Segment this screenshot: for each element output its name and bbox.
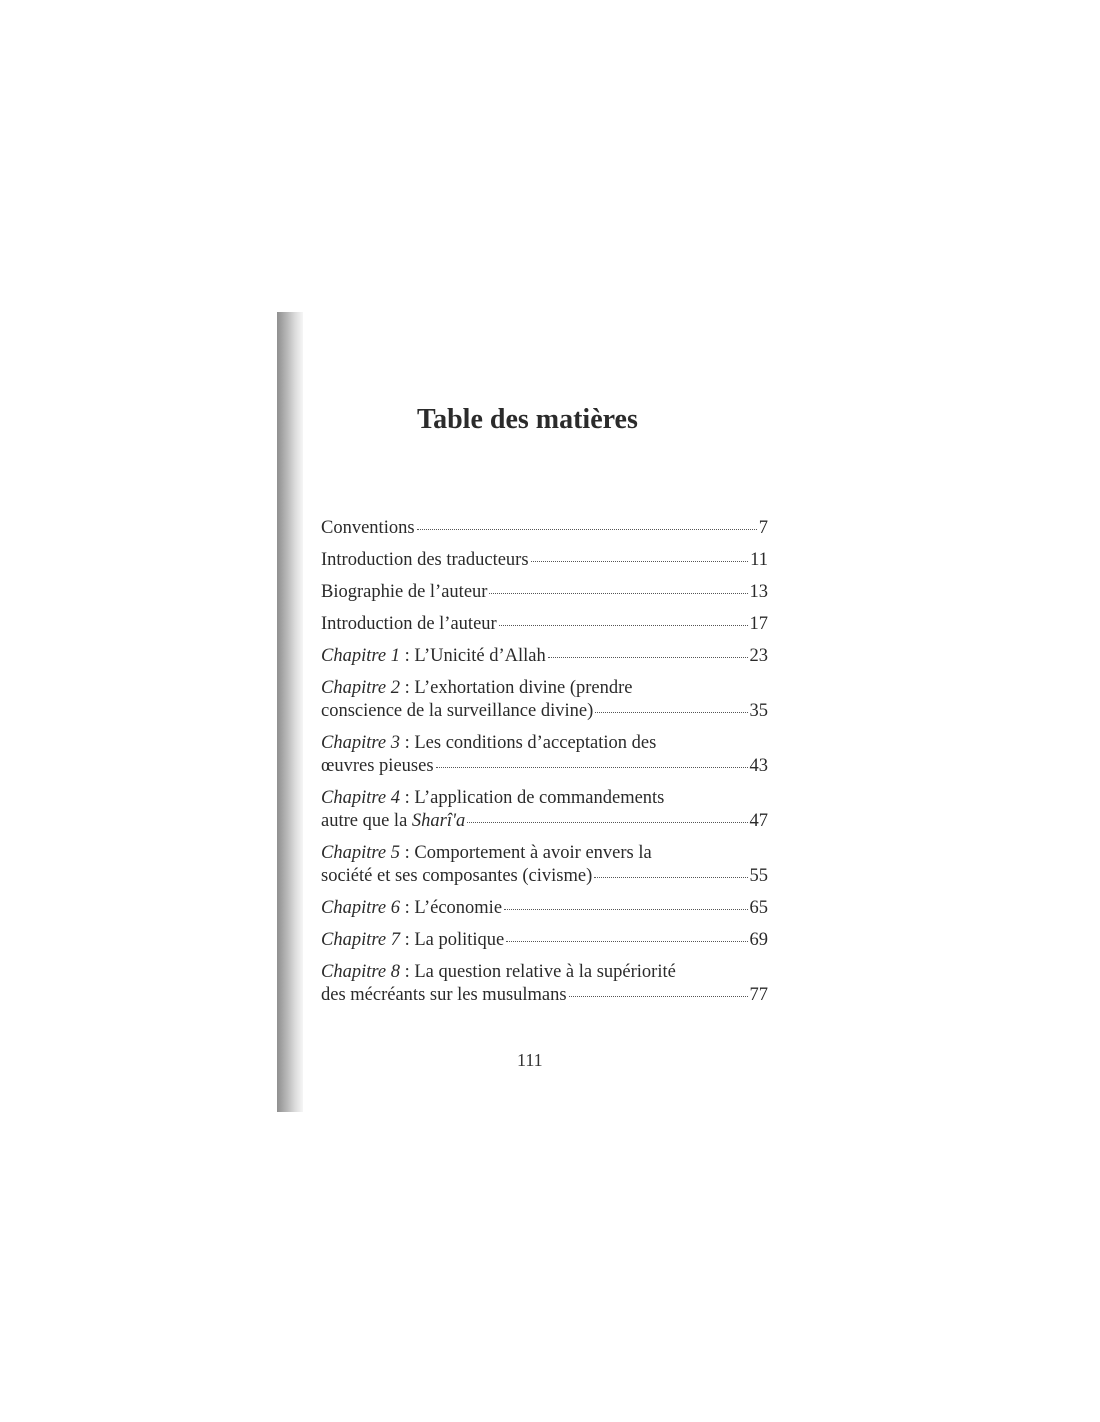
- toc-entry-label: Introduction des traducteurs: [321, 550, 529, 570]
- chapter-number: Chapitre 4: [321, 788, 400, 808]
- chapter-title: : Comportement à avoir envers la: [399, 843, 652, 863]
- sharia-term: Sharî'a: [411, 811, 466, 831]
- toc-entry-page: 43: [749, 756, 768, 776]
- toc-entry-author-introduction: [321, 613, 768, 636]
- toc-entry-page: 77: [749, 985, 768, 1005]
- toc-entry-translators-introduction: [321, 549, 768, 572]
- chapter-title: : L’application de commandements: [399, 788, 665, 808]
- chapter-number: Chapitre 6: [321, 898, 400, 918]
- toc-entry-page: 69: [749, 930, 768, 950]
- toc-entry-page: 55: [749, 866, 768, 886]
- dot-leader: [531, 561, 749, 562]
- toc-entry-chapter-1: [321, 645, 768, 668]
- chapter-title: : La question relative à la supériorité: [399, 962, 676, 982]
- chapter-number: Chapitre 2: [321, 678, 400, 698]
- dot-leader: [436, 767, 748, 768]
- toc-entry-page: 17: [749, 614, 768, 634]
- toc-entry-chapter-4: [321, 787, 768, 833]
- chapter-title-continued: œuvres pieuses: [321, 756, 434, 776]
- page-number: 111: [517, 1050, 543, 1070]
- book-page: [277, 312, 837, 1112]
- dot-leader: [467, 822, 747, 823]
- chapter-title-continued: autre que la: [321, 811, 412, 831]
- chapter-title: : L’Unicité d’Allah: [399, 646, 546, 666]
- toc-entry-page: 23: [749, 646, 768, 666]
- dot-leader: [569, 996, 748, 997]
- dot-leader: [506, 941, 747, 942]
- chapter-number: Chapitre 3: [321, 733, 400, 753]
- toc-entry-chapter-6: [321, 897, 768, 920]
- chapter-number: Chapitre 7: [321, 930, 400, 950]
- chapter-title-continued: des mécréants sur les musulmans: [321, 985, 567, 1005]
- chapter-title-continued: société et ses composantes (civisme): [321, 866, 593, 886]
- toc-entry-page: 47: [749, 811, 768, 831]
- toc-entry-chapter-5: [321, 842, 768, 888]
- toc-entry-page: 11: [750, 550, 768, 570]
- toc-entry-author-biography: [321, 581, 768, 604]
- dot-leader: [548, 657, 748, 658]
- dot-leader: [417, 529, 757, 530]
- page-title: Table des matières: [417, 404, 638, 435]
- toc-entry-label: Conventions: [321, 518, 415, 538]
- toc-entry-page: 35: [749, 701, 768, 721]
- toc-entry-label: Biographie de l’auteur: [321, 582, 488, 602]
- dot-leader: [499, 625, 748, 626]
- dot-leader: [594, 877, 747, 878]
- toc-entry-chapter-3: [321, 732, 768, 778]
- toc-entry-page: 7: [758, 518, 768, 538]
- chapter-title: : L’exhortation divine (prendre: [399, 678, 633, 698]
- toc-entry-page: 65: [749, 898, 768, 918]
- toc-entry-label: Introduction de l’auteur: [321, 614, 497, 634]
- chapter-title: : L’économie: [399, 898, 503, 918]
- chapter-number: Chapitre 5: [321, 843, 400, 863]
- toc-entry-page: 13: [749, 582, 768, 602]
- table-of-contents: [321, 517, 768, 1016]
- chapter-number: Chapitre 8: [321, 962, 400, 982]
- chapter-number: Chapitre 1: [321, 646, 400, 666]
- toc-entry-chapter-8: [321, 961, 768, 1007]
- dot-leader: [595, 712, 747, 713]
- toc-entry-chapter-7: [321, 929, 768, 952]
- chapter-title: : Les conditions d’acceptation des: [399, 733, 657, 753]
- dot-leader: [489, 593, 747, 594]
- chapter-title: : La politique: [399, 930, 505, 950]
- dot-leader: [504, 909, 747, 910]
- chapter-title-continued: conscience de la surveillance divine): [321, 701, 594, 721]
- toc-entry-conventions: [321, 517, 768, 540]
- toc-entry-chapter-2: [321, 677, 768, 723]
- book-spine-shadow: [277, 312, 303, 1112]
